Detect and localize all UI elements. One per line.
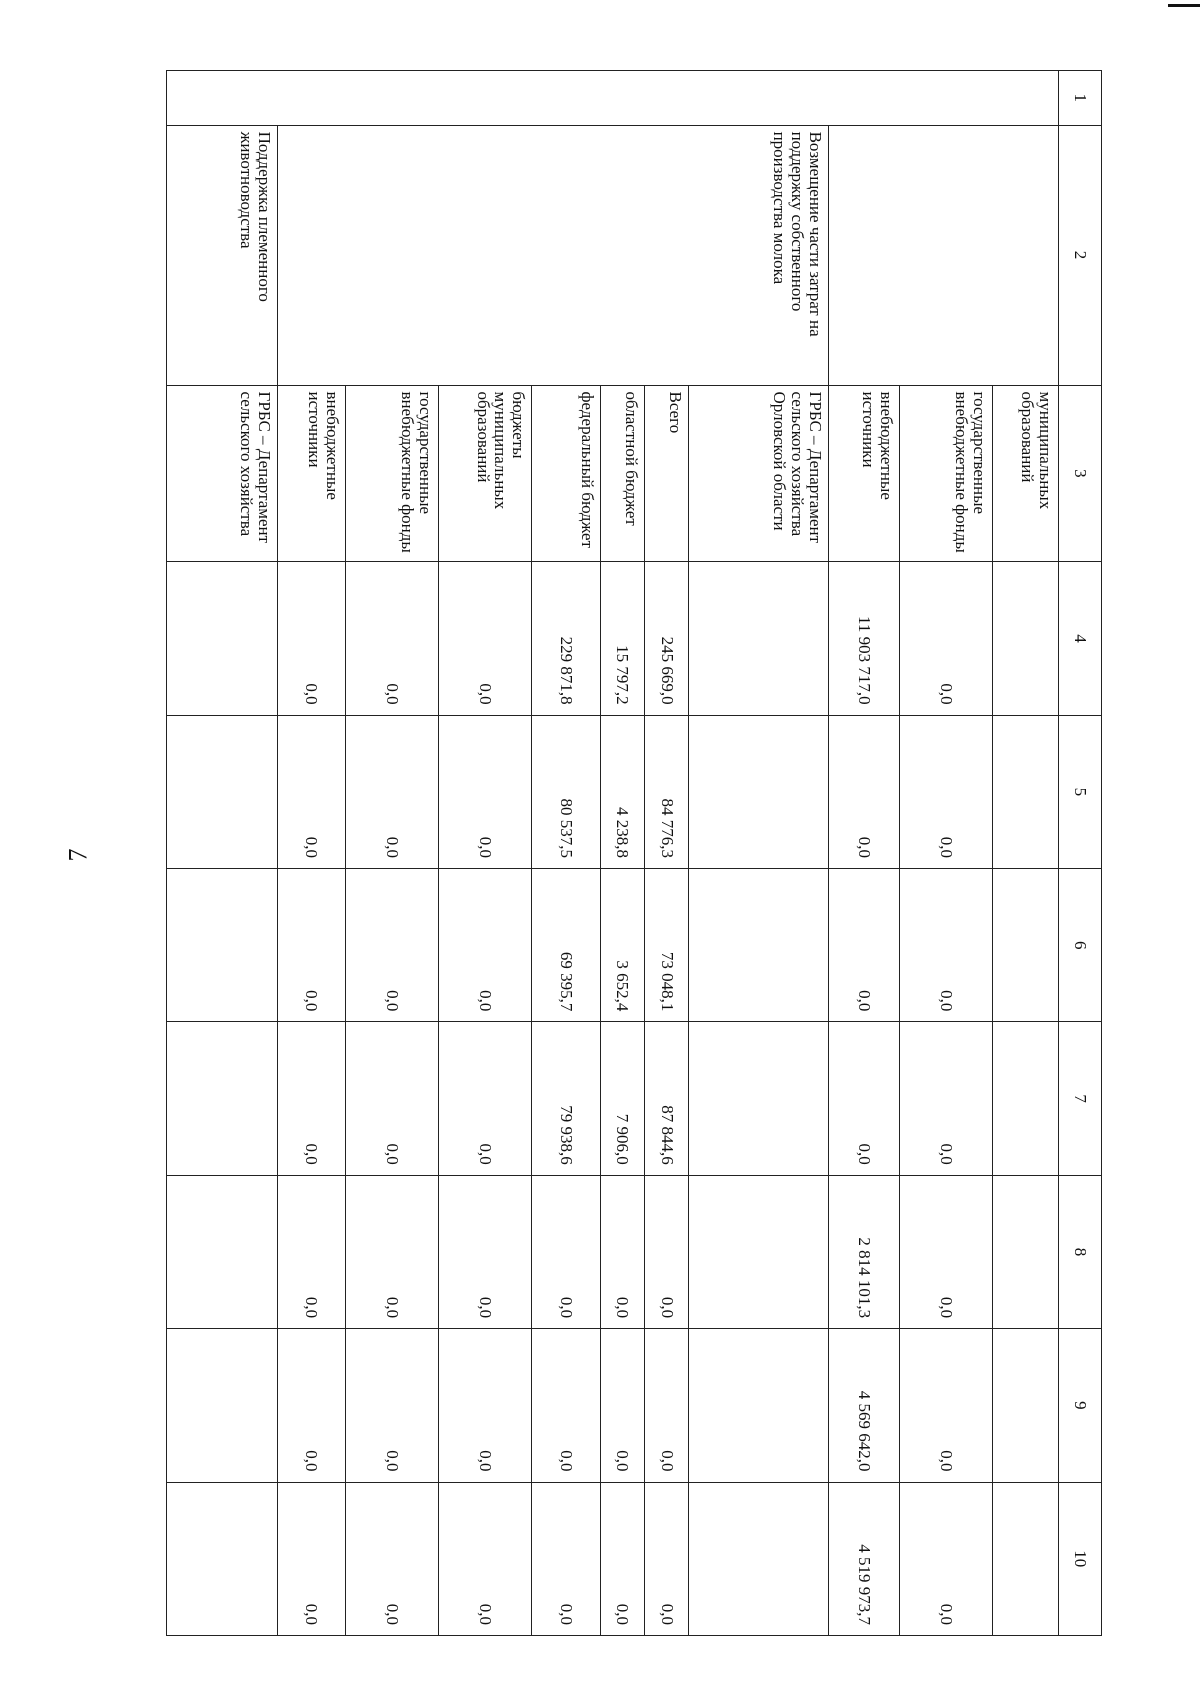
measure-name-cell: Поддержка племенного животноводства: [167, 125, 278, 385]
source-cell: государственные внебюджетные фонды: [346, 385, 439, 562]
value-cell: 4 238,8: [600, 715, 644, 868]
value-cell: 0,0: [346, 869, 439, 1022]
column-1-cell: [167, 71, 1059, 126]
value-cell: 2 814 101,3: [828, 1175, 899, 1328]
value-cell: 0,0: [645, 1175, 689, 1328]
value-cell: 0,0: [346, 715, 439, 868]
value-cell: 0,0: [828, 1022, 899, 1175]
header-cell: 9: [1059, 1329, 1102, 1482]
source-cell: ГРБС – Департамент сельского хозяйства: [167, 385, 278, 562]
value-cell: 0,0: [899, 1022, 992, 1175]
value-cell: [167, 1022, 278, 1175]
page-number: 7: [63, 848, 93, 862]
value-cell: 0,0: [899, 562, 992, 715]
header-cell: 8: [1059, 1175, 1102, 1328]
value-cell: 0,0: [277, 1482, 346, 1635]
value-cell: 0,0: [439, 562, 532, 715]
value-cell: 84 776,3: [645, 715, 689, 868]
value-cell: [992, 869, 1058, 1022]
value-cell: 0,0: [346, 1482, 439, 1635]
source-cell: бюджеты муниципальных образований: [439, 385, 532, 562]
value-cell: [167, 1329, 278, 1482]
value-cell: 0,0: [600, 1482, 644, 1635]
value-cell: 0,0: [346, 1175, 439, 1328]
value-cell: 0,0: [532, 1482, 601, 1635]
value-cell: 87 844,6: [645, 1022, 689, 1175]
value-cell: 0,0: [439, 1329, 532, 1482]
value-cell: 0,0: [600, 1175, 644, 1328]
source-cell: муниципальных образований: [992, 385, 1058, 562]
value-cell: 0,0: [277, 715, 346, 868]
column-2-cell: [828, 125, 1058, 385]
value-cell: 0,0: [600, 1329, 644, 1482]
value-cell: 0,0: [439, 1175, 532, 1328]
header-cell: 6: [1059, 869, 1102, 1022]
value-cell: [167, 562, 278, 715]
value-cell: [167, 869, 278, 1022]
value-cell: [689, 1175, 828, 1328]
value-cell: 80 537,5: [532, 715, 601, 868]
value-cell: 0,0: [899, 1175, 992, 1328]
value-cell: 4 569 642,0: [828, 1329, 899, 1482]
corner-mark: [1168, 4, 1200, 7]
value-cell: [167, 1175, 278, 1328]
value-cell: 0,0: [277, 562, 346, 715]
value-cell: 0,0: [346, 1329, 439, 1482]
table-row: [992, 71, 1058, 1636]
value-cell: 0,0: [277, 869, 346, 1022]
value-cell: [992, 1175, 1058, 1328]
value-cell: 0,0: [439, 715, 532, 868]
value-cell: 0,0: [899, 869, 992, 1022]
value-cell: [689, 1022, 828, 1175]
value-cell: [689, 869, 828, 1022]
value-cell: 0,0: [346, 562, 439, 715]
value-cell: 15 797,2: [600, 562, 644, 715]
value-cell: 0,0: [899, 1329, 992, 1482]
value-cell: [689, 562, 828, 715]
value-cell: [689, 1482, 828, 1635]
value-cell: 0,0: [277, 1022, 346, 1175]
source-cell: Всего: [645, 385, 689, 562]
header-cell: 3: [1059, 385, 1102, 562]
source-cell: федеральный бюджет: [532, 385, 601, 562]
value-cell: [992, 715, 1058, 868]
value-cell: 7 906,0: [600, 1022, 644, 1175]
source-cell: внебюджетные источники: [828, 385, 899, 562]
table-row: [167, 71, 278, 1636]
value-cell: 0,0: [277, 1329, 346, 1482]
header-row: [1059, 71, 1102, 1636]
header-cell: 4: [1059, 562, 1102, 715]
measure-name-cell: Возмещение части затрат на поддержку собственного производства молока: [277, 125, 828, 385]
value-cell: 0,0: [899, 1482, 992, 1635]
value-cell: 229 871,8: [532, 562, 601, 715]
value-cell: 0,0: [439, 1482, 532, 1635]
header-cell: 7: [1059, 1022, 1102, 1175]
value-cell: [992, 1022, 1058, 1175]
budget-table: [166, 70, 1102, 1636]
table-row: [689, 71, 828, 1636]
header-cell: 1: [1059, 71, 1102, 126]
value-cell: [689, 715, 828, 868]
source-cell: ГРБС – Департамент сельского хозяйства Орловской области: [689, 385, 828, 562]
value-cell: [992, 562, 1058, 715]
value-cell: 0,0: [439, 869, 532, 1022]
value-cell: 0,0: [645, 1482, 689, 1635]
value-cell: 4 519 973,7: [828, 1482, 899, 1635]
value-cell: 0,0: [828, 715, 899, 868]
value-cell: 245 669,0: [645, 562, 689, 715]
value-cell: [992, 1482, 1058, 1635]
value-cell: 0,0: [899, 715, 992, 868]
value-cell: [992, 1329, 1058, 1482]
rotated-table-wrapper: [166, 70, 1102, 1636]
value-cell: [689, 1329, 828, 1482]
value-cell: [167, 1482, 278, 1635]
value-cell: 0,0: [439, 1022, 532, 1175]
source-cell: внебюджетные источники: [277, 385, 346, 562]
value-cell: 11 903 717,0: [828, 562, 899, 715]
value-cell: 79 938,6: [532, 1022, 601, 1175]
value-cell: 0,0: [346, 1022, 439, 1175]
value-cell: 69 395,7: [532, 869, 601, 1022]
value-cell: [167, 715, 278, 868]
value-cell: 73 048,1: [645, 869, 689, 1022]
source-cell: областной бюджет: [600, 385, 644, 562]
value-cell: 0,0: [532, 1175, 601, 1328]
header-cell: 2: [1059, 125, 1102, 385]
source-cell: государственные внебюджетные фонды: [899, 385, 992, 562]
value-cell: 0,0: [828, 869, 899, 1022]
value-cell: 0,0: [532, 1329, 601, 1482]
header-cell: 10: [1059, 1482, 1102, 1635]
value-cell: 3 652,4: [600, 869, 644, 1022]
value-cell: 0,0: [277, 1175, 346, 1328]
header-cell: 5: [1059, 715, 1102, 868]
value-cell: 0,0: [645, 1329, 689, 1482]
